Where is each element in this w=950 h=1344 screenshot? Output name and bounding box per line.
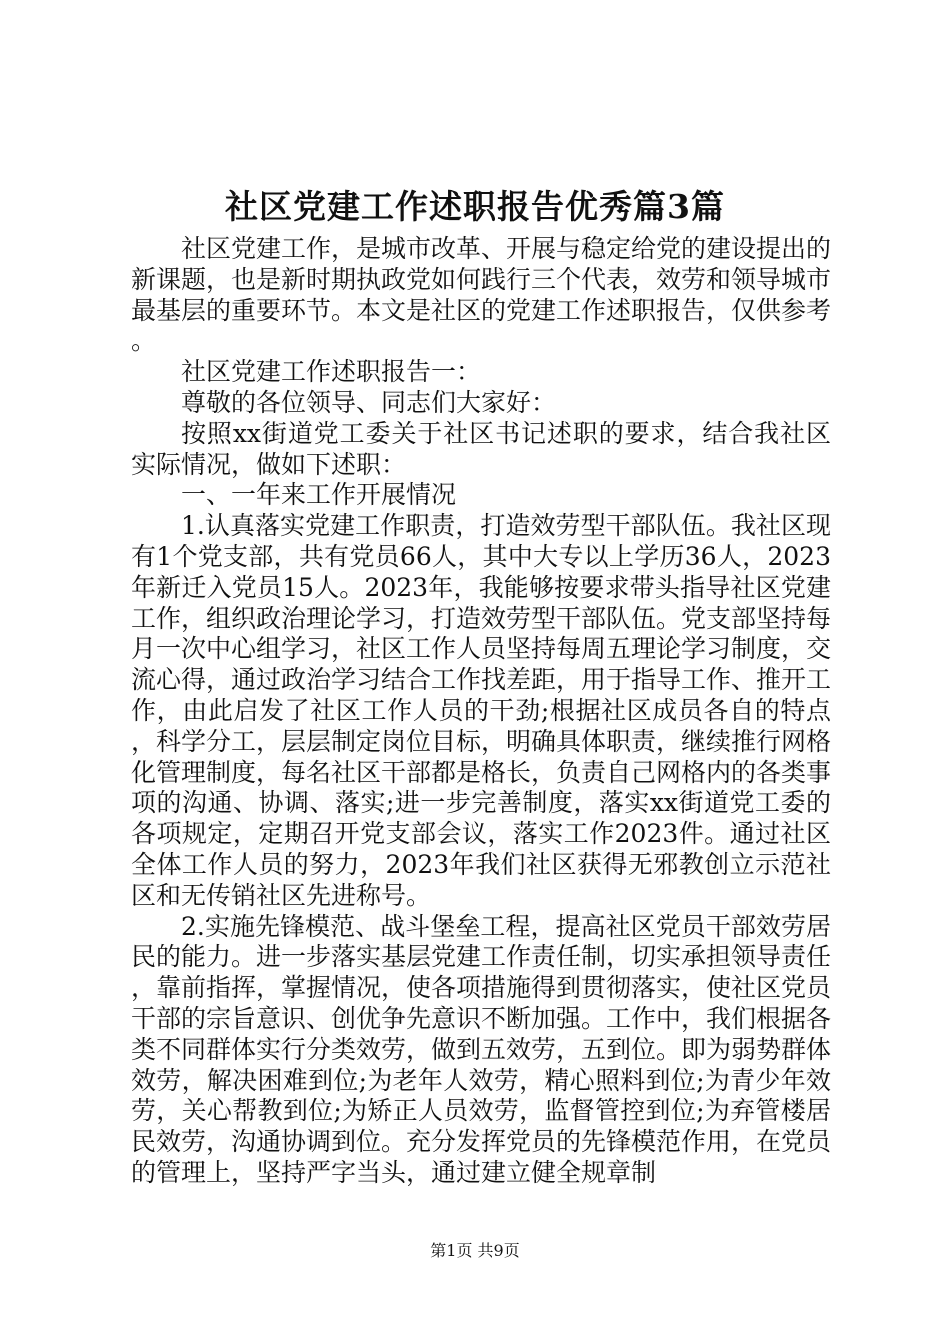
document-body xyxy=(131,234,831,1189)
paragraph-report-heading: 社区党建工作述职报告一： xyxy=(181,357,482,387)
page-footer: 第1页 共9页 xyxy=(430,1241,520,1260)
paragraph-item-2: 2.实施先锋模范、战斗堡垒工程，提高社区党员干部效劳居民的能力。进一步落实基层党建工作责任制，切实承担领导责任，靠前指挥，掌握情况，使各项措施得到贯彻落实，使社区党员干部的宗旨意识、创优争先意识不断加强。工作中，我们根据各类不同群体实行分类效劳，做到五效劳，五到位。即为弱势群体效劳，解决困难到位;为老年人效劳，精心照料到位;为青少年效劳，关心帮教到位;为矫正人员效劳，监督管控到位;为弃管楼居民效劳，沟通协调到位。充分发挥党员的先锋模范作用，在党员的管理上，坚持严字当头，通过建立健全规章制 xyxy=(131,911,832,1187)
paragraph-intro: 社区党建工作，是城市改革、开展与稳定给党的建设提出的新课题，也是新时期执政党如何践行三个代表，效劳和领导城市最基层的重要环节。本文是社区的党建工作述职报告，仅供参考。 xyxy=(131,234,832,356)
paragraph-salutation: 尊敬的各位领导、同志们大家好： xyxy=(181,387,557,417)
document-title: 社区党建工作述职报告优秀篇3篇 xyxy=(225,187,725,226)
paragraph-section-heading: 一、一年来工作开展情况 xyxy=(181,480,457,510)
paragraph-item-1: 1.认真落实党建工作职责，打造效劳型干部队伍。我社区现有1个党支部，共有党员66人，其中大专以上学历36人，2023年新迁入党员15人。2023年，我能够按要求带头指导社区党建工作，组织政治理论学习，打造效劳型干部队伍。党支部坚持每月一次中心组学习，社区工作人员坚持每周五理论学习制度，交流心得，通过政治学习结合工作找差距，用于指导工作、推开工作，由此启发了社区工作人员的干劲;根据社区成员各自的特点，科学分工，层层制定岗位目标，明确具体职责，继续推行网格化管理制度，每名社区干部都是格长，负责自己网格内的各类事项的沟通、协调、落实;进一步完善制度，落实xx街道党工委的各项规定，定期召开党支部会议，落实工作2023件。通过社区全体工作人员的努力，2023年我们社区获得无邪教创立示范社区和无传销社区先进称号。 xyxy=(131,511,832,910)
paragraph-preface: 按照xx街道党工委关于社区书记述职的要求，结合我社区实际情况，做如下述职： xyxy=(131,418,831,479)
